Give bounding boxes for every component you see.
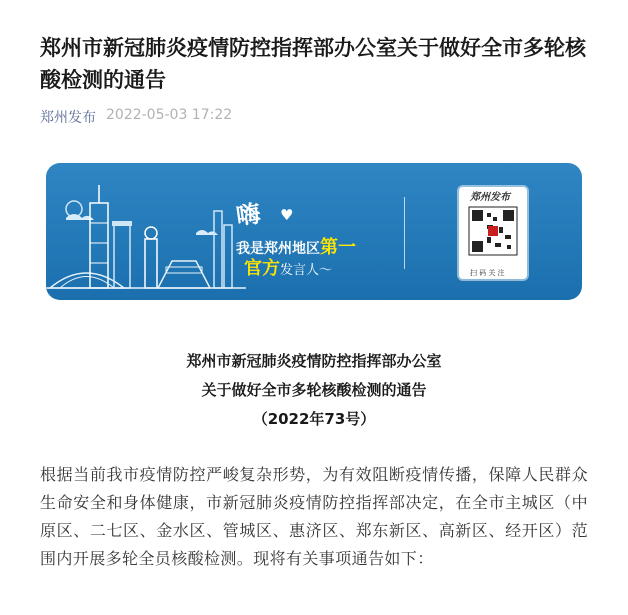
slogan2-suffix: 发言人～ bbox=[280, 263, 333, 278]
slogan2-accent: 官方 bbox=[244, 258, 280, 279]
article-meta bbox=[40, 107, 232, 127]
notice-subject: 关于做好全市多轮核酸检测的通告 bbox=[201, 381, 427, 399]
banner-hi-text: 嗨 bbox=[234, 199, 263, 231]
slogan1-prefix: 我是郑州地区 bbox=[236, 241, 320, 257]
heart-icon: ♥ bbox=[280, 206, 294, 224]
author-link[interactable]: 郑州发布 bbox=[40, 110, 96, 126]
body-paragraph: 根据当前我市疫情防控严峻复杂形势，为有效阻断疫情传播，保障人民群众生命安全和身体健康，市新冠肺炎疫情防控指挥部决定，在全市主城区（中原区、二七区、金水区、管城区、惠济区、郑东新区、高新区、经开区）范围内开展多轮全员核酸检测。现将有关事项通告如下： bbox=[40, 465, 588, 568]
qr-brand-label: 郑州发布 bbox=[470, 192, 510, 203]
notice-number: （2022年73号） bbox=[252, 410, 376, 428]
article-title: 郑州市新冠肺炎疫情防控指挥部办公室关于做好全市多轮核酸检测的通告 bbox=[40, 36, 586, 92]
slogan1-accent: 第一 bbox=[320, 237, 356, 258]
qr-caption: 扫 码 关 注 bbox=[470, 269, 505, 277]
banner-slogan-line2 bbox=[244, 254, 332, 280]
banner-divider bbox=[404, 197, 405, 269]
publish-time: 2022-05-03 17:22 bbox=[106, 107, 233, 123]
notice-issuer: 郑州市新冠肺炎疫情防控指挥部办公室 bbox=[186, 352, 442, 370]
